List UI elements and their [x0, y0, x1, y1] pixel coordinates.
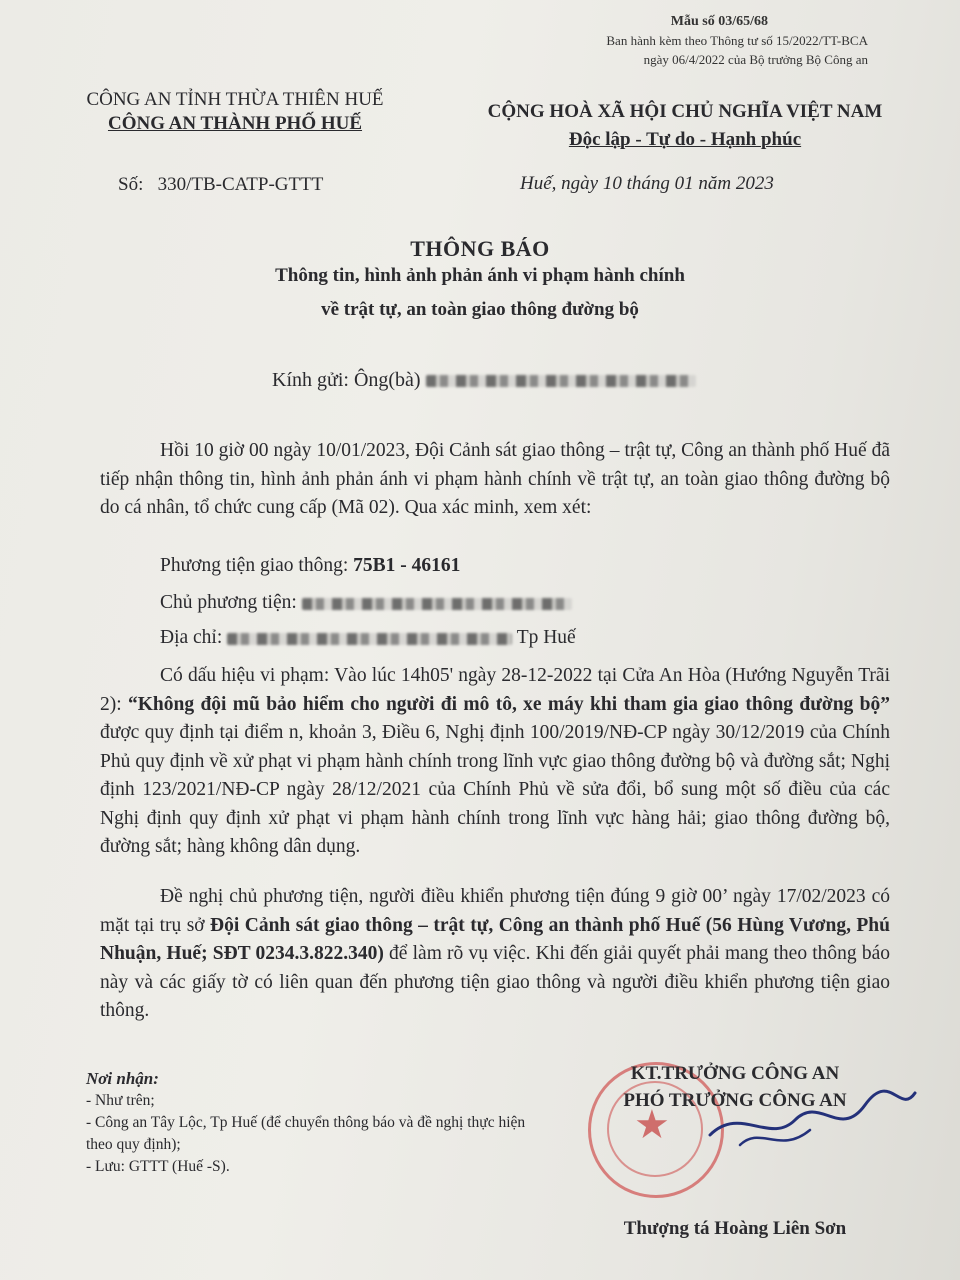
recipients-block — [86, 1068, 526, 1178]
address-label: Địa chỉ: — [160, 627, 223, 648]
number-label: Số: — [118, 174, 144, 195]
owner-label: Chủ phương tiện: — [160, 592, 297, 613]
form-code: Mẫu số 03/65/68 — [670, 14, 768, 29]
agency-line2-text: CÔNG AN THÀNH PHỐ HUẾ — [107, 113, 363, 134]
request-rest: để làm rõ vụ việc. Khi đến giải quyết phải mang theo thông báo này và các giấy tờ có liên quan đến phương tiện giao thông và người điều khiển phương tiện giao thông. — [100, 943, 890, 1021]
vehicle-field — [160, 555, 460, 577]
national-motto: Độc lập - Tự do - Hạnh phúc — [568, 129, 802, 150]
violation-intro: Có dấu hiệu vi phạm: Vào lúc 14h05' ngày 28-12-2022 tại Cửa An Hòa (Hướng Nguyễn Trãi 2): — [100, 665, 890, 715]
paragraph-intro — [100, 437, 890, 523]
number-value: 330/TB-CATP-GTTT — [157, 174, 324, 195]
recipients-heading: Nơi nhận: — [86, 1069, 159, 1088]
paragraph-violation — [100, 662, 890, 862]
redacted-address — [227, 633, 512, 645]
vehicle-label: Phương tiện giao thông: — [160, 555, 349, 576]
recipient-label: Kính gửi: Ông(bà) — [272, 369, 421, 391]
signatory-name: Thượng tá Hoàng Liên Sơn — [623, 1218, 847, 1239]
document-subtitle-1: Thông tin, hình ảnh phản ánh vi phạm hành chính — [275, 265, 685, 286]
handwritten-signature — [700, 1085, 920, 1165]
signature-title-1: KT.TRƯỞNG CÔNG AN — [630, 1063, 840, 1084]
form-header — [606, 12, 868, 69]
form-issued-line2: ngày 06/4/2022 của Bộ trưởng Bộ Công an — [643, 52, 868, 67]
document-number — [118, 174, 323, 196]
request-bold: Đội Cảnh sát giao thông – trật tự, Công an thành phố Huế (56 Hùng Vương, Phú Nhuận, Huế; SĐT 0234.3.822.340) — [100, 914, 891, 964]
signature-title-2: PHÓ TRƯỞNG CÔNG AN — [623, 1090, 847, 1111]
document-subtitle-2: về trật tự, an toàn giao thông đường bộ — [321, 299, 639, 320]
address-suffix: Tp Huế — [516, 627, 576, 648]
request-text — [100, 883, 890, 1026]
agency-line1: CÔNG AN TỈNH THỪA THIÊN HUẾ — [86, 89, 384, 110]
para1-text: Hồi 10 giờ 00 ngày 10/01/2023, Đội Cảnh sát giao thông – trật tự, Công an thành phố Huế đã tiếp nhận thông tin, hình ảnh phản ánh vi phạm hành chính về trật tự, an toàn giao thông đường bộ do cá nhân, tổ chức cung cấp (Mã 02). Qua xác minh, xem xét: — [100, 440, 890, 518]
agency-header — [40, 88, 430, 136]
place-date: Huế, ngày 10 tháng 01 năm 2023 — [520, 173, 774, 194]
recipient-item: - Lưu: GTTT (Huế -S). — [86, 1158, 230, 1175]
star-icon: ★ — [634, 1102, 670, 1147]
recipient-item: - Công an Tây Lộc, Tp Huế (để chuyển thông báo và đề nghị thực hiện theo quy định); — [86, 1114, 526, 1153]
national-header — [430, 98, 940, 154]
national-line1: CỘNG HOÀ XÃ HỘI CHỦ NGHĨA VIỆT NAM — [487, 101, 883, 122]
violation-rest: được quy định tại điểm n, khoản 3, Điều 6, Nghị định 100/2019/NĐ-CP ngày 30/12/2019 của Chính Phủ quy định về xử phạt vi phạm hành chính trong lĩnh vực giao thông đường bộ và đường sắt; Nghị định 123/2021/NĐ-CP ngày 28/12/2021 của Chính Phủ về sửa đổi, bổ sung một số điều của các Nghị định quy định xử phạt vi phạm hành chính trong lĩnh vực hàng hải; giao thông đường bộ, đường sắt; hàng không dân dụng. — [100, 722, 890, 857]
redacted-recipient — [426, 375, 696, 387]
form-issued-line1: Ban hành kèm theo Thông tư số 15/2022/TT-BCA — [606, 33, 868, 48]
redacted-owner — [302, 598, 572, 610]
recipient-line — [272, 369, 696, 392]
request-intro: Đề nghị chủ phương tiện, người điều khiển phương tiện đúng 9 giờ 00’ ngày 17/02/2023 có mặt tại trụ sở — [100, 886, 890, 936]
document-title: THÔNG BÁO — [410, 236, 550, 261]
recipient-item: - Như trên; — [86, 1092, 155, 1109]
agency-line2 — [40, 112, 430, 136]
address-field — [160, 627, 576, 649]
violation-bold: “Không đội mũ bảo hiểm cho người đi mô tô, xe máy khi tham gia giao thông đường bộ” — [128, 693, 890, 715]
paragraph-request — [100, 883, 890, 1026]
violation-text — [100, 662, 890, 862]
vehicle-plate: 75B1 - 46161 — [353, 555, 461, 576]
owner-field — [160, 592, 572, 614]
